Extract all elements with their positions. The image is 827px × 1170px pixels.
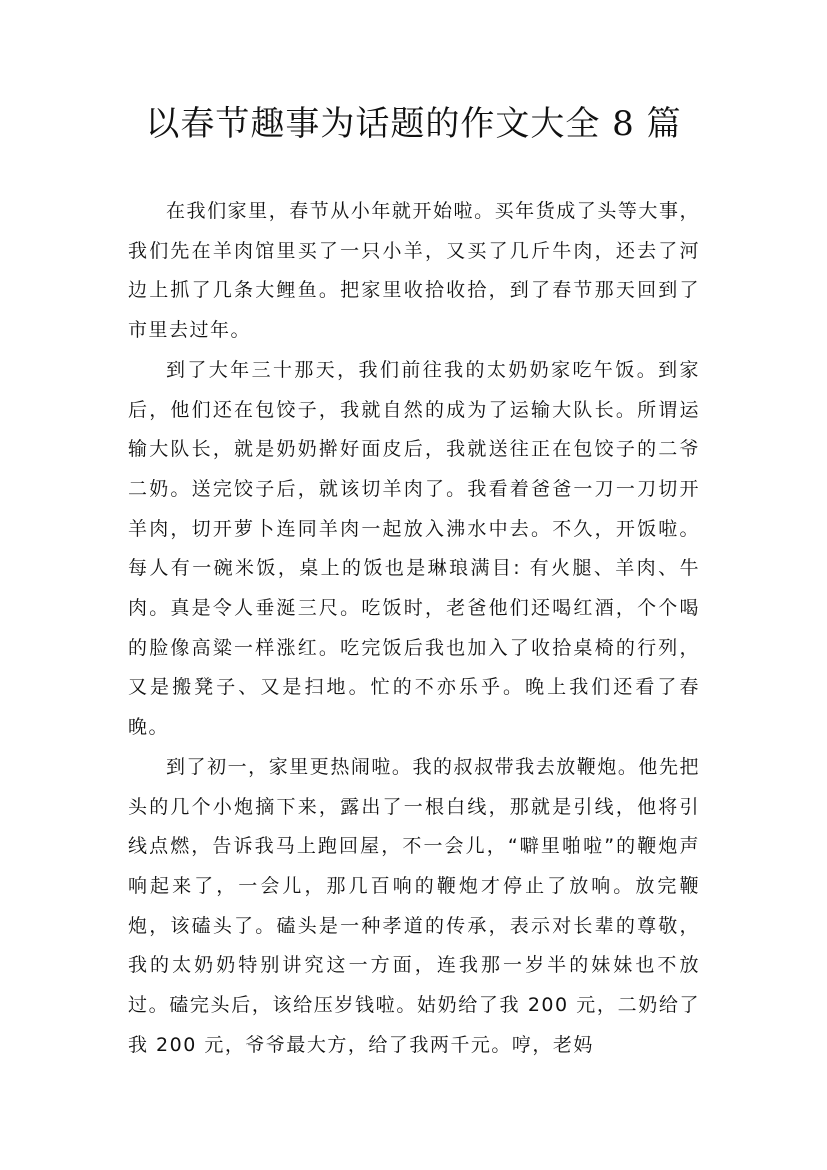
document-body bbox=[128, 192, 700, 1065]
document-title: 以春节趣事为话题的作文大全 8 篇 bbox=[145, 104, 682, 144]
paragraph-1: 在我们家里，春节从小年就开始啦。买年货成了头等大事，我们先在羊肉馆里买了一只小羊，又买了几斤牛肉，还去了河边上抓了几条大鲤鱼。把家里收拾收拾，到了春节那天回到了市里去过年。 bbox=[128, 200, 700, 342]
paragraph-3: 到了初一，家里更热闹啦。我的叔叔带我去放鞭炮。他先把头的几个小炮摘下来，露出了一根白线，那就是引线，他将引线点燃，告诉我马上跑回屋，不一会儿，“噼里啪啦”的鞭炮声响起来了，一会儿，那几百响的鞭炮才停止了放响。放完鞭炮，该磕头了。磕头是一种孝道的传承，表示对长辈的尊敬，我的太奶奶特别讲究这一方面，连我那一岁半的妹妹也不放过。磕完头后，该给压岁钱啦。姑奶给了我 200 元，二奶给了我 200 元，爷爷最大方，给了我两千元。哼，老妈 bbox=[128, 755, 700, 1056]
paragraph-2: 到了大年三十那天，我们前往我的太奶奶家吃午饭。到家后，他们还在包饺子，我就自然的成为了运输大队长。所谓运输大队长，就是奶奶擀好面皮后，我就送往正在包饺子的二爷二奶。送完饺子后，就该切羊肉了。我看着爸爸一刀一刀切开羊肉，切开萝卜连同羊肉一起放入沸水中去。不久，开饭啦。每人有一碗米饭，桌上的饭也是琳琅满目: 有火腿、羊肉、牛肉。真是令人垂涎三尺。吃饭时，老爸他们还喝红酒，个个喝的脸像高粱一样涨红。吃完饭后我也加入了收拾桌椅的行列，又是搬凳子、又是扫地。忙的不亦乐乎。晚上我们还看了春晚。 bbox=[128, 358, 700, 739]
